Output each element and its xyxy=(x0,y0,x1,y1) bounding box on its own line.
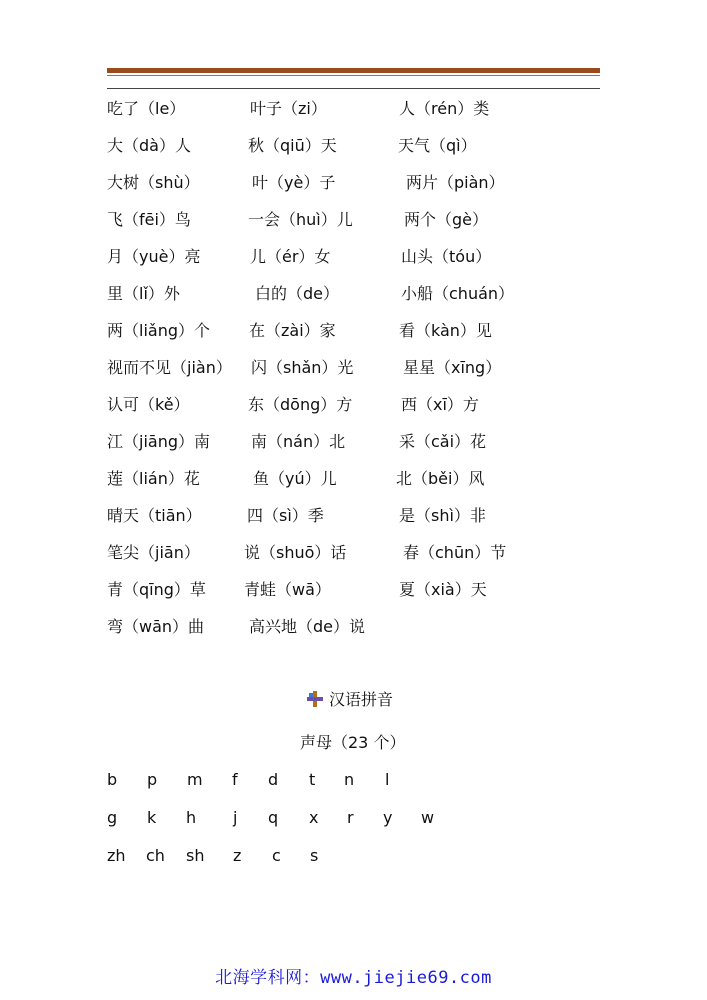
initial-letter: d xyxy=(268,770,279,789)
vocab-word: 青蛙（wā） xyxy=(244,580,331,599)
vocabulary-list xyxy=(0,97,707,652)
initial-letter: sh xyxy=(186,846,205,865)
vocab-word: 青（qīng）草 xyxy=(107,580,206,599)
vocab-row xyxy=(0,504,707,541)
initial-letter: s xyxy=(310,846,319,865)
initial-letter: q xyxy=(268,808,279,827)
vocab-row xyxy=(0,430,707,467)
vocab-word: 白的（de） xyxy=(255,284,340,303)
initials-row xyxy=(0,806,707,844)
vocab-word: 在（zài）家 xyxy=(249,321,336,340)
vocab-word: 吃了（le） xyxy=(107,99,186,118)
vocab-word: 视而不见（jiàn） xyxy=(107,358,232,377)
initial-letter: m xyxy=(187,770,203,789)
vocab-row xyxy=(0,615,707,652)
initial-letter: ch xyxy=(146,846,165,865)
vocab-word: 天气（qì） xyxy=(398,136,477,155)
vocab-word: 人（rén）类 xyxy=(399,99,490,118)
vocab-row xyxy=(0,171,707,208)
initial-letter: w xyxy=(421,808,435,827)
initial-letter: t xyxy=(309,770,316,789)
footer-watermark xyxy=(0,966,707,990)
vocab-word: 笔尖（jiān） xyxy=(107,543,200,562)
initials-list xyxy=(0,768,707,882)
initials-subtitle: 声母（23 个） xyxy=(300,733,406,752)
initial-letter: zh xyxy=(107,846,126,865)
section-title-text: 汉语拼音 xyxy=(329,690,394,709)
vocab-word: 认可（kě） xyxy=(107,395,190,414)
initial-letter: c xyxy=(272,846,281,865)
vocab-row xyxy=(0,467,707,504)
footer-url-link[interactable]: www.jiejie69.com xyxy=(320,968,492,988)
vocab-word: 叶子（zi） xyxy=(250,99,327,118)
initial-letter: z xyxy=(233,846,242,865)
vocab-word: 星星（xīng） xyxy=(403,358,502,377)
vocab-word: 看（kàn）见 xyxy=(399,321,492,340)
initial-letter: h xyxy=(186,808,197,827)
initial-letter: p xyxy=(147,770,158,789)
vocab-word: 两（liǎng）个 xyxy=(107,321,210,340)
vocab-word: 月（yuè）亮 xyxy=(107,247,201,266)
vocab-word: 是（shì）非 xyxy=(399,506,486,525)
vocab-word: 鱼（yú）儿 xyxy=(253,469,337,488)
vocab-word: 四（sì）季 xyxy=(247,506,324,525)
vocab-word: 说（shuō）话 xyxy=(244,543,347,562)
section-heading xyxy=(307,688,393,712)
initial-letter: j xyxy=(233,808,238,827)
vocab-word: 儿（ér）女 xyxy=(250,247,331,266)
initials-row xyxy=(0,768,707,806)
header-rule-thin xyxy=(107,75,600,76)
vocab-word: 高兴地（de）说 xyxy=(249,617,366,636)
vocab-row xyxy=(0,208,707,245)
header-rule-thick xyxy=(107,68,600,73)
initials-row xyxy=(0,844,707,882)
vocab-word: 大树（shù） xyxy=(107,173,200,192)
vocab-word: 秋（qiū）天 xyxy=(248,136,337,155)
vocab-word: 弯（wān）曲 xyxy=(107,617,205,636)
vocab-row xyxy=(0,356,707,393)
footer-site-name: 北海学科网： xyxy=(215,968,321,988)
vocab-word: 小船（chuán） xyxy=(401,284,515,303)
initial-letter: f xyxy=(232,770,238,789)
initial-letter: b xyxy=(107,770,118,789)
vocab-word: 江（jiāng）南 xyxy=(107,432,210,451)
header-rule-dark xyxy=(107,88,600,89)
vocab-row xyxy=(0,541,707,578)
vocab-row xyxy=(0,97,707,134)
initial-letter: g xyxy=(107,808,118,827)
vocab-row xyxy=(0,282,707,319)
vocab-word: 东（dōng）方 xyxy=(248,395,353,414)
vocab-word: 两片（piàn） xyxy=(406,173,505,192)
vocab-word: 山头（tóu） xyxy=(401,247,492,266)
vocab-word: 叶（yè）子 xyxy=(252,173,336,192)
vocab-row xyxy=(0,134,707,171)
vocab-row xyxy=(0,245,707,282)
initial-letter: x xyxy=(309,808,319,827)
initial-letter: k xyxy=(147,808,157,827)
initial-letter: y xyxy=(383,808,393,827)
book-icon xyxy=(307,691,323,707)
vocab-word: 里（lǐ）外 xyxy=(107,284,180,303)
vocab-row xyxy=(0,578,707,615)
vocab-word: 北（běi）风 xyxy=(396,469,485,488)
vocab-word: 莲（lián）花 xyxy=(107,469,200,488)
vocab-word: 一会（huì）儿 xyxy=(248,210,353,229)
vocab-word: 大（dà）人 xyxy=(107,136,191,155)
vocab-word: 晴天（tiān） xyxy=(107,506,202,525)
vocab-word: 采（cǎi）花 xyxy=(399,432,487,451)
vocab-word: 夏（xià）天 xyxy=(399,580,487,599)
vocab-word: 南（nán）北 xyxy=(251,432,346,451)
initial-letter: r xyxy=(347,808,354,827)
vocab-word: 飞（fēi）鸟 xyxy=(107,210,191,229)
vocab-row xyxy=(0,319,707,356)
initial-letter: n xyxy=(344,770,355,789)
vocab-word: 闪（shǎn）光 xyxy=(251,358,354,377)
vocab-word: 西（xī）方 xyxy=(401,395,479,414)
vocab-word: 两个（gè） xyxy=(404,210,489,229)
initial-letter: l xyxy=(385,770,390,789)
vocab-word: 春（chūn）节 xyxy=(403,543,507,562)
vocab-row xyxy=(0,393,707,430)
